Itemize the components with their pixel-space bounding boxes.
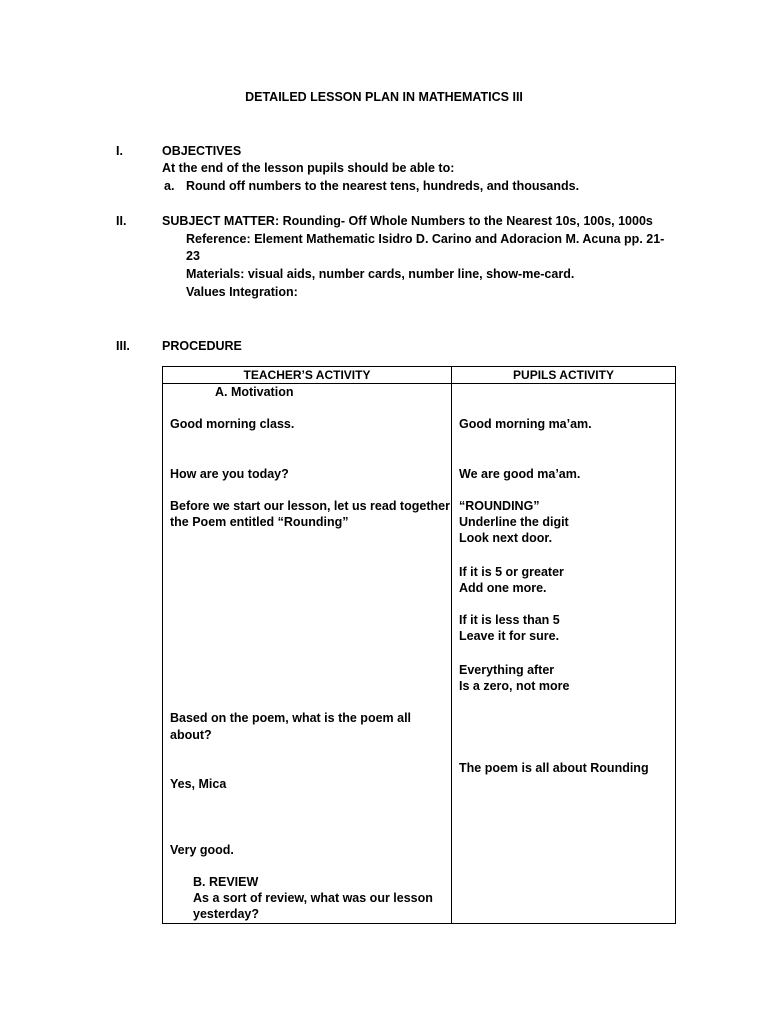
teacher-line: Yes, Mica	[170, 777, 227, 791]
teacher-line: How are you today?	[170, 467, 289, 481]
subject-matter-line	[162, 213, 653, 230]
teacher-activity-cell	[163, 384, 452, 924]
teacher-line: As a sort of review, what was our lesson	[193, 891, 433, 905]
procedure-table	[162, 366, 676, 924]
subject-matter-text: Rounding- Off Whole Numbers to the Nearest 10s, 100s, 1000s	[279, 214, 653, 228]
motivation-heading: A. Motivation	[215, 385, 294, 399]
materials-line: Materials: visual aids, number cards, number line, show-me-card.	[186, 267, 575, 281]
procedure-heading: PROCEDURE	[162, 339, 242, 353]
pupils-activity-header: PUPILS ACTIVITY	[452, 367, 676, 384]
teacher-line: yesterday?	[193, 907, 260, 921]
pupil-line: Everything after	[459, 663, 555, 677]
reference-line-1: Reference: Element Mathematic Isidro D. Carino and Adoracion M. Acuna pp. 21-	[186, 232, 665, 246]
objective-item-letter: a.	[164, 179, 175, 193]
section-3-numeral: III.	[116, 339, 130, 353]
section-1-numeral: I.	[116, 144, 123, 158]
pupil-line: Is a zero, not more	[459, 679, 570, 693]
pupil-line: Look next door.	[459, 531, 553, 545]
values-integration-line: Values Integration:	[186, 285, 298, 299]
review-heading: B. REVIEW	[193, 875, 259, 889]
pupil-line: Leave it for sure.	[459, 629, 560, 643]
teacher-line: Very good.	[170, 843, 234, 857]
pupils-activity-cell	[452, 384, 676, 924]
teacher-line: about?	[170, 728, 212, 742]
pupil-line: Underline the digit	[459, 515, 569, 529]
section-2-numeral: II.	[116, 214, 127, 228]
pupil-line: The poem is all about Rounding	[459, 761, 649, 775]
pupil-line: We are good ma’am.	[459, 467, 581, 481]
reference-line-2: 23	[186, 249, 200, 263]
pupil-line: Add one more.	[459, 581, 547, 595]
teacher-line: Good morning class.	[170, 417, 295, 431]
objectives-intro: At the end of the lesson pupils should be able to:	[162, 161, 455, 175]
teacher-line: Before we start our lesson, let us read together	[170, 499, 450, 513]
teacher-line: the Poem entitled “Rounding”	[170, 515, 349, 529]
pupil-line: “ROUNDING”	[459, 499, 540, 513]
teacher-line: Based on the poem, what is the poem all	[170, 711, 412, 725]
subject-matter-heading: SUBJECT MATTER:	[162, 214, 280, 228]
pupil-line: Good morning ma’am.	[459, 417, 592, 431]
document-title: DETAILED LESSON PLAN IN MATHEMATICS III	[245, 90, 523, 104]
teacher-activity-header: TEACHER’S ACTIVITY	[163, 367, 452, 384]
objectives-heading: OBJECTIVES	[162, 144, 242, 158]
objective-item-text: Round off numbers to the nearest tens, hundreds, and thousands.	[186, 179, 580, 193]
pupil-line: If it is 5 or greater	[459, 565, 564, 579]
pupil-line: If it is less than 5	[459, 613, 560, 627]
